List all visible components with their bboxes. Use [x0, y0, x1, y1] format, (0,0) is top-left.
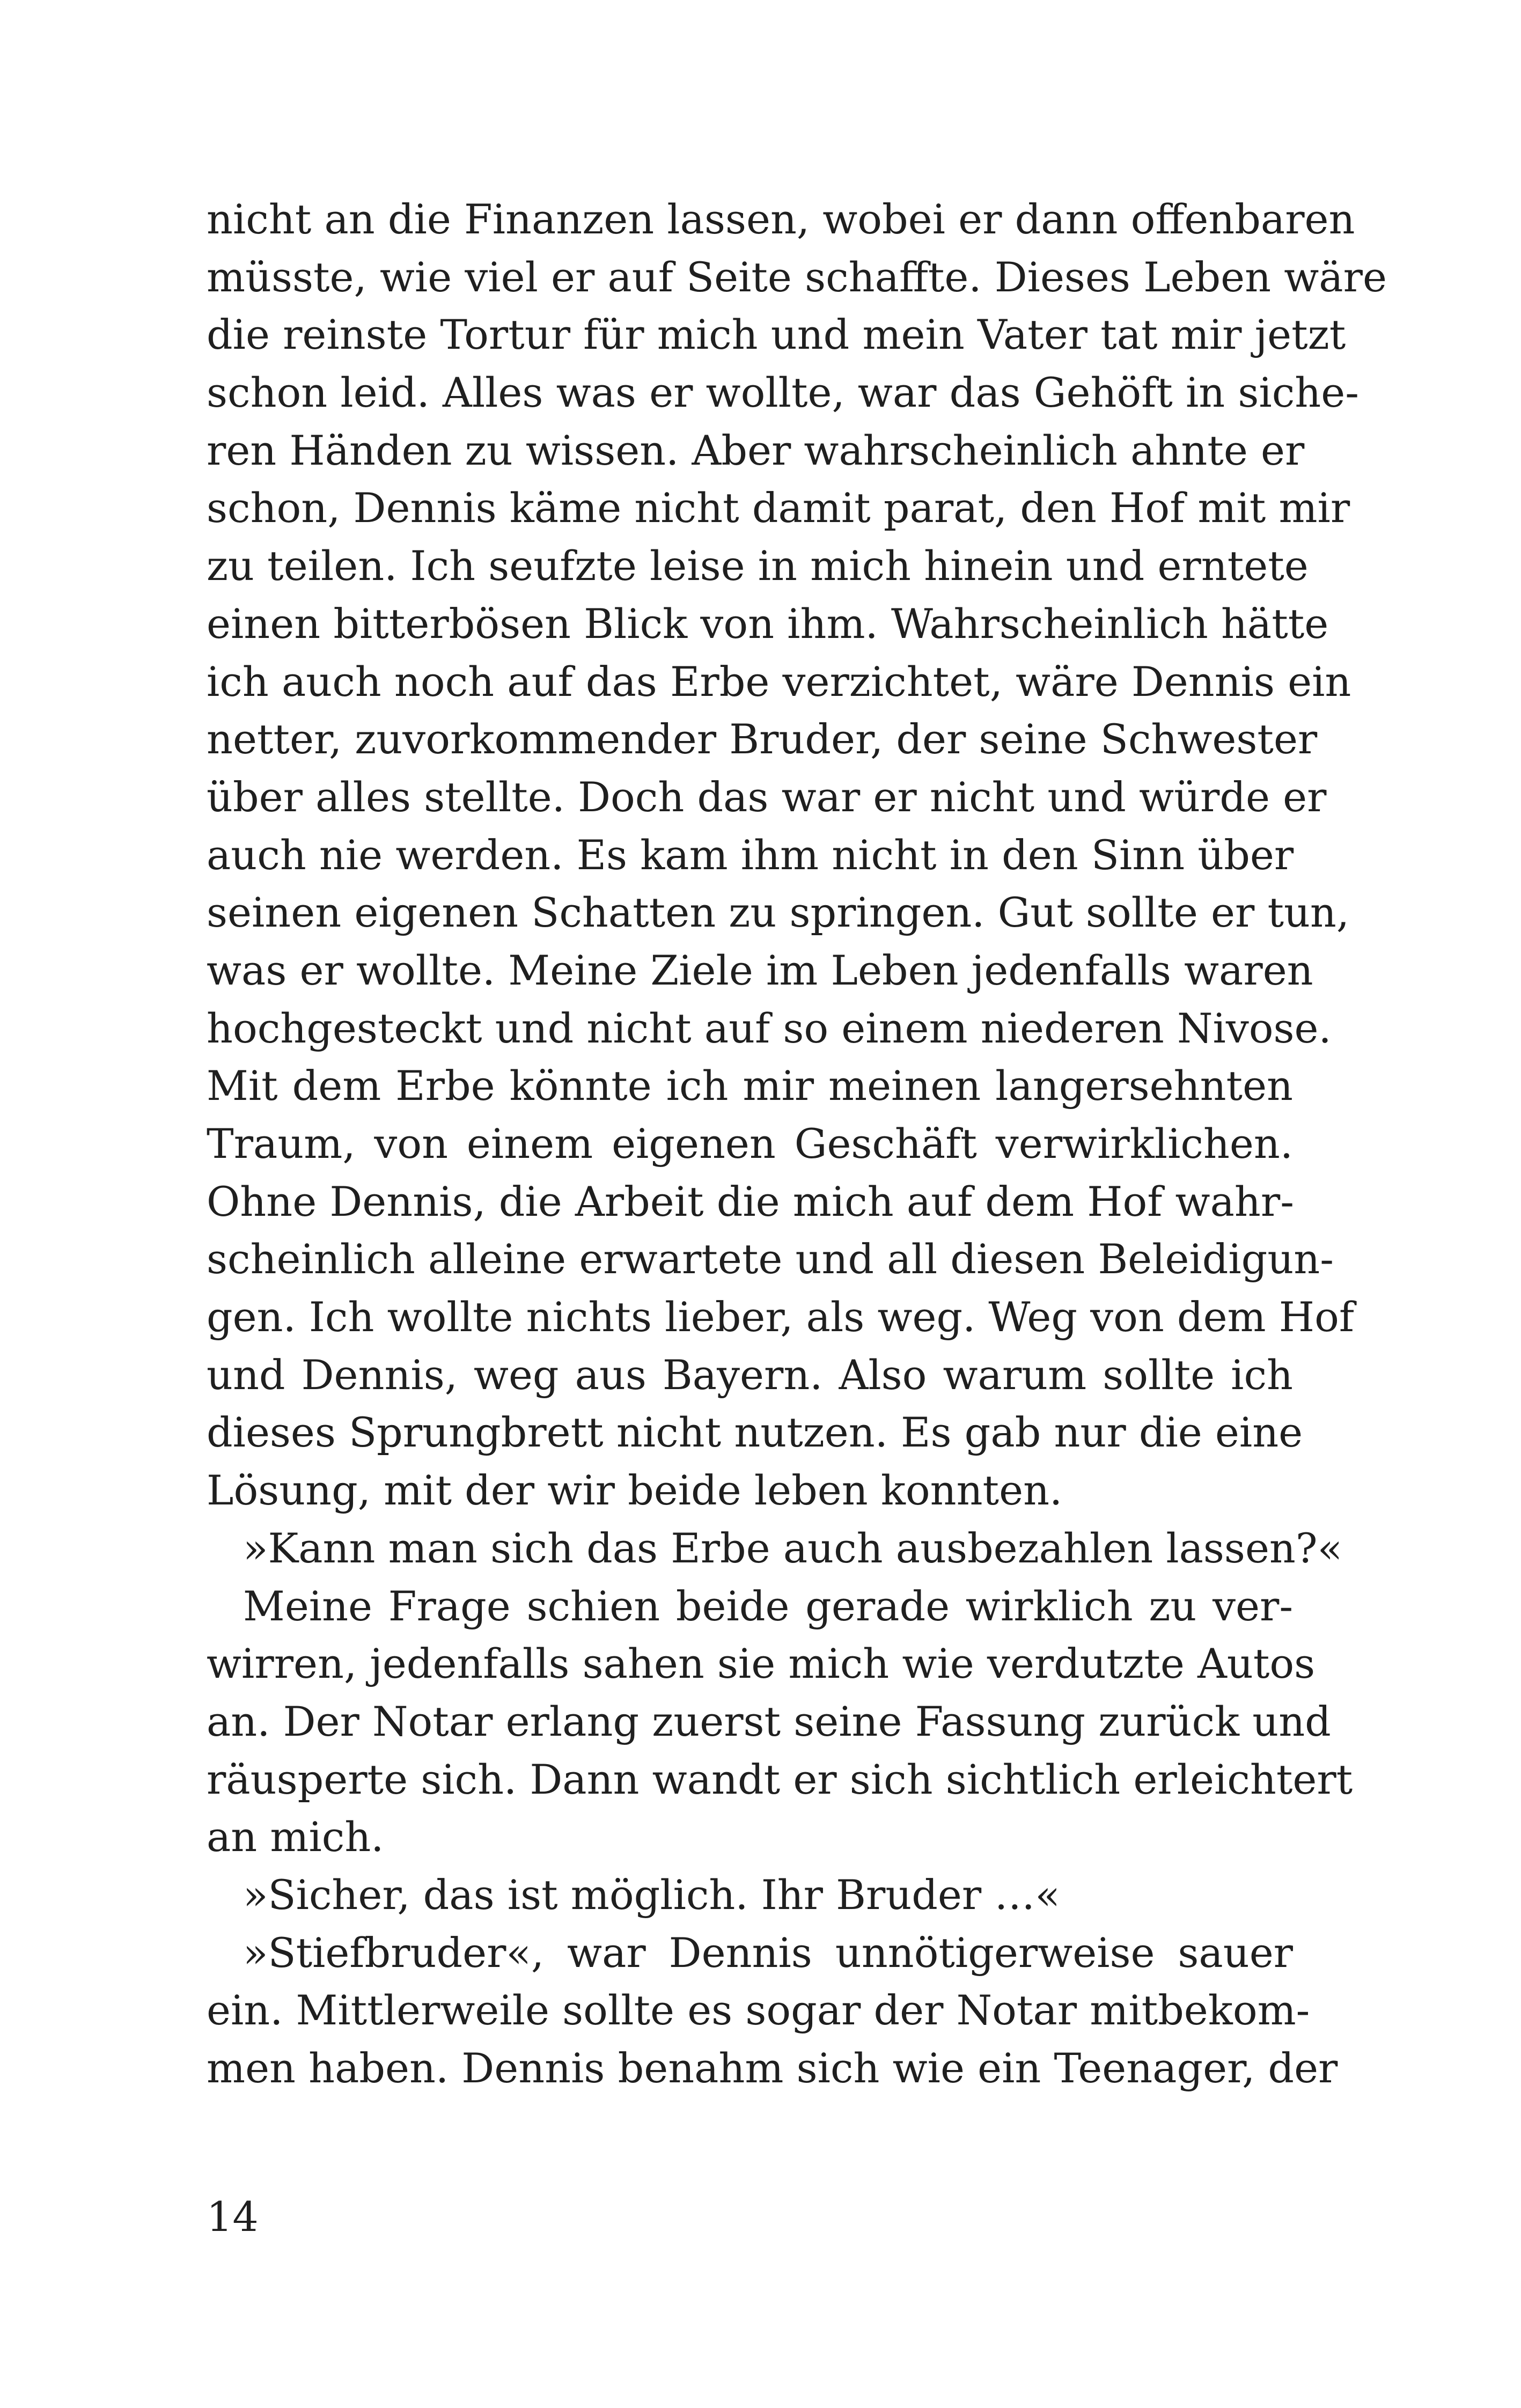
text-line: ein. Mittlerweile sollte es sogar der Notar mitbekom-	[207, 1986, 1310, 2035]
text-line: und Dennis, weg aus Bayern. Also warum sollte ich	[207, 1350, 1293, 1399]
text-line: ren Händen zu wissen. Aber wahrscheinlich ahnte er	[207, 426, 1305, 474]
text-line: zu teilen. Ich seufzte leise in mich hinein und erntete	[207, 542, 1309, 590]
text-line: Ohne Dennis, die Arbeit die mich auf dem Hof wahr-	[207, 1177, 1294, 1225]
text-line: nicht an die Finanzen lassen, wobei er dann offenbaren	[207, 195, 1355, 243]
text-line: scheinlich alleine erwartete und all diesen Beleidigun-	[207, 1235, 1334, 1283]
dialogue-line: »Sicher, das ist möglich. Ihr Bruder …«	[243, 1870, 1060, 1919]
text-line: über alles stellte. Doch das war er nicht und würde er	[207, 773, 1327, 821]
text-line: gen. Ich wollte nichts lieber, als weg. Weg von dem Hof	[207, 1293, 1354, 1341]
page-number: 14	[207, 2193, 259, 2241]
text-line: einen bitterbösen Blick von ihm. Wahrscheinlich hätte	[207, 599, 1329, 648]
text-line: was er wollte. Meine Ziele im Leben jedenfalls waren	[207, 946, 1313, 994]
text-line: dieses Sprungbrett nicht nutzen. Es gab nur die eine	[207, 1408, 1303, 1457]
text-line: Lösung, mit der wir beide leben konnten.	[207, 1466, 1063, 1515]
text-line: netter, zuvorkommender Bruder, der seine Schwester	[207, 715, 1318, 763]
text-line: räusperte sich. Dann wandt er sich sichtlich erleichtert	[207, 1755, 1353, 1803]
dialogue-line: »Kann man sich das Erbe auch ausbezahlen lassen?«	[243, 1524, 1343, 1572]
text-line: ich auch noch auf das Erbe verzichtet, wäre Dennis ein	[207, 657, 1351, 706]
text-line: an. Der Notar erlang zuerst seine Fassung zurück und	[207, 1697, 1331, 1745]
text-line: die reinste Tortur für mich und mein Vater tat mir jetzt	[207, 311, 1346, 359]
text-line: an mich.	[207, 1813, 384, 1861]
text-line: Mit dem Erbe könnte ich mir meinen langersehnten	[207, 1062, 1293, 1110]
text-line: seinen eigenen Schatten zu springen. Gut sollte er tun,	[207, 889, 1350, 937]
text-line: schon leid. Alles was er wollte, war das Gehöft in siche-	[207, 369, 1359, 417]
text-line: Meine Frage schien beide gerade wirklich zu ver-	[243, 1582, 1293, 1630]
text-line: schon, Dennis käme nicht damit parat, den Hof mit mir	[207, 484, 1350, 532]
text-line: Traum, von einem eigenen Geschäft verwirklichen.	[207, 1120, 1293, 1168]
dialogue-line: »Stiefbruder«, war Dennis unnötigerweise sauer	[243, 1928, 1293, 1977]
text-line: men haben. Dennis benahm sich wie ein Teenager, der	[207, 2044, 1338, 2092]
body-text	[207, 190, 1387, 2097]
text-line: müsste, wie viel er auf Seite schaffte. Dieses Leben wäre	[207, 253, 1387, 301]
text-line: auch nie werden. Es kam ihm nicht in den Sinn über	[207, 831, 1294, 879]
text-line: hochgesteckt und nicht auf so einem niederen Nivose.	[207, 1004, 1332, 1052]
text-line: wirren, jedenfalls sahen sie mich wie verdutzte Autos	[207, 1640, 1316, 1688]
